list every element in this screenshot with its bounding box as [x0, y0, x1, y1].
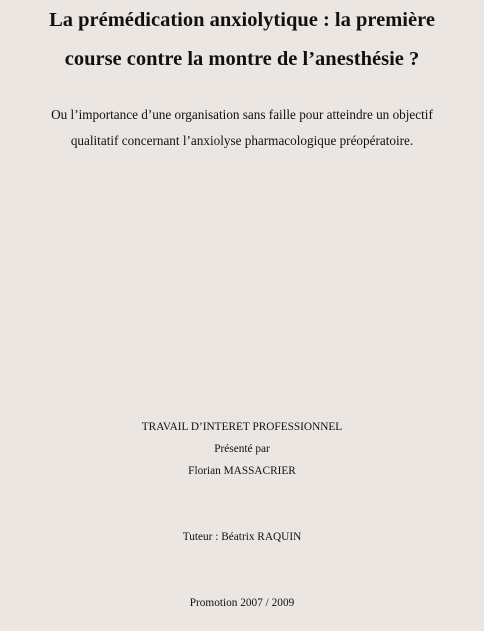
presented-by: Présenté par	[214, 443, 270, 455]
subtitle-line-2: qualitatif concernant l’anxiolyse pharmacologique préopératoire.	[70, 133, 414, 148]
title-line-2: course contre la montre de l’anesthésie ?	[64, 48, 420, 70]
title-line-1: La prémédication anxiolytique : la première	[49, 9, 435, 31]
author-name: Florian MASSACRIER	[188, 465, 296, 477]
tutor: Tuteur : Béatrix RAQUIN	[182, 531, 302, 543]
subtitle-line-1: Ou l’importance d’une organisation sans faille pour atteindre un objectif	[51, 107, 433, 122]
promotion: Promotion 2007 / 2009	[189, 597, 295, 609]
work-type: TRAVAIL D’INTERET PROFESSIONNEL	[141, 421, 343, 433]
